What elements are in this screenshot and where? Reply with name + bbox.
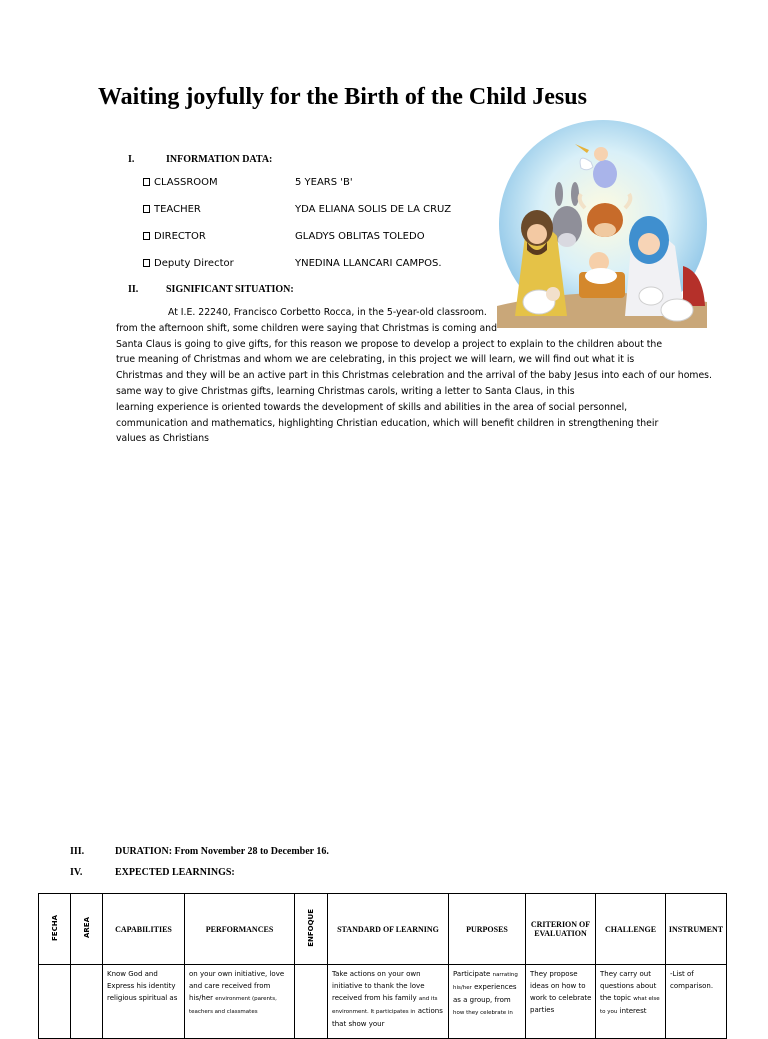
- info-row-director: DIRECTOR: [143, 231, 206, 242]
- checkbox-icon: [143, 178, 150, 186]
- situation-line: learning experience is oriented towards the development of skills and abilities in the area of social personnel,: [116, 401, 628, 413]
- checkbox-icon: [143, 232, 150, 240]
- header-enfoque: ENFOQUE: [295, 894, 328, 965]
- duration-text: DURATION: From November 28 to December 16.: [115, 846, 329, 857]
- situation-line: values as Christians: [116, 433, 209, 445]
- info-value-classroom: 5 YEARS 'B': [295, 177, 353, 188]
- nativity-illustration: [487, 116, 715, 328]
- cell-capabilities: Know God and Express his identity religious spiritual as: [103, 965, 185, 1039]
- header-purposes: PURPOSES: [449, 894, 526, 965]
- situation-line: At I.E. 22240, Francisco Corbetto Rocca, in the 5-year-old classroom.: [168, 307, 487, 318]
- info-row-deputy-director: Deputy Director: [143, 258, 234, 269]
- header-instrument: INSTRUMENT: [666, 894, 727, 965]
- situation-line: true meaning of Christmas and whom we are celebrating, in this project we will learn, we will find out what it is: [116, 354, 635, 366]
- cell-area: [71, 965, 103, 1039]
- page-title: Waiting joyfully for the Birth of the Child Jesus: [98, 84, 587, 110]
- header-challenge: CHALLENGE: [596, 894, 666, 965]
- cell-purposes: Participate narrating his/her experiences as a group, from how they celebrate in: [449, 965, 526, 1039]
- header-area: AREA: [71, 894, 103, 965]
- expected-learnings-table: [38, 893, 727, 1039]
- cell-standard: Take actions on your own initiative to thank the love received from his family and its environment. It participates in actions that show your: [328, 965, 449, 1039]
- cell-challenge: They carry out questions about the topic what else to you interest: [596, 965, 666, 1039]
- situation-line: communication and mathematics, highlighting Christian education, which will benefit children in strengthening their: [116, 417, 659, 429]
- table-header-row: [39, 894, 727, 965]
- section-2-heading: SIGNIFICANT SITUATION:: [166, 284, 294, 295]
- cell-performances: on your own initiative, love and care received from his/her environment (parents, teachers and classmates: [185, 965, 295, 1039]
- checkbox-icon: [143, 205, 150, 213]
- info-row-classroom: CLASSROOM: [143, 177, 218, 188]
- header-capabilities: CAPABILITIES: [103, 894, 185, 965]
- section-1-number: I.: [128, 154, 135, 165]
- section-4-heading: EXPECTED LEARNINGS:: [115, 867, 235, 878]
- checkbox-icon: [143, 259, 150, 267]
- situation-line: same way to give Christmas gifts, learning Christmas carols, writing a letter to Santa Claus, in this: [116, 385, 575, 397]
- info-value-deputy-director: YNEDINA LLANCARI CAMPOS.: [295, 258, 442, 269]
- cell-enfoque: [295, 965, 328, 1039]
- section-1-heading: INFORMATION DATA:: [166, 154, 273, 165]
- info-value-director: GLADYS OBLITAS TOLEDO: [295, 231, 425, 242]
- header-fecha: FECHA: [39, 894, 71, 965]
- section-2-number: II.: [128, 284, 139, 295]
- header-standard: STANDARD OF LEARNING: [328, 894, 449, 965]
- info-value-teacher: YDA ELIANA SOLIS DE LA CRUZ: [295, 204, 452, 215]
- cell-instrument: -List of comparison.: [666, 965, 727, 1039]
- table-row: [39, 965, 727, 1039]
- section-4-number: IV.: [70, 867, 83, 878]
- cell-fecha: [39, 965, 71, 1039]
- info-row-teacher: TEACHER: [143, 204, 201, 215]
- header-criterion: CRITERION OF EVALUATION: [526, 894, 596, 965]
- cell-criterion: They propose ideas on how to work to celebrate parties: [526, 965, 596, 1039]
- situation-line: Santa Claus is going to give gifts, for this reason we propose to develop a project to explain to the children about the: [116, 338, 663, 350]
- header-performances: PERFORMANCES: [185, 894, 295, 965]
- section-3-number: III.: [70, 846, 85, 857]
- situation-line: from the afternoon shift, some children were saying that Christmas is coming and: [116, 322, 497, 334]
- situation-line: Christmas and they will be an active part in this Christmas celebration and the arrival of the baby Jesus into each of our homes.: [116, 370, 712, 382]
